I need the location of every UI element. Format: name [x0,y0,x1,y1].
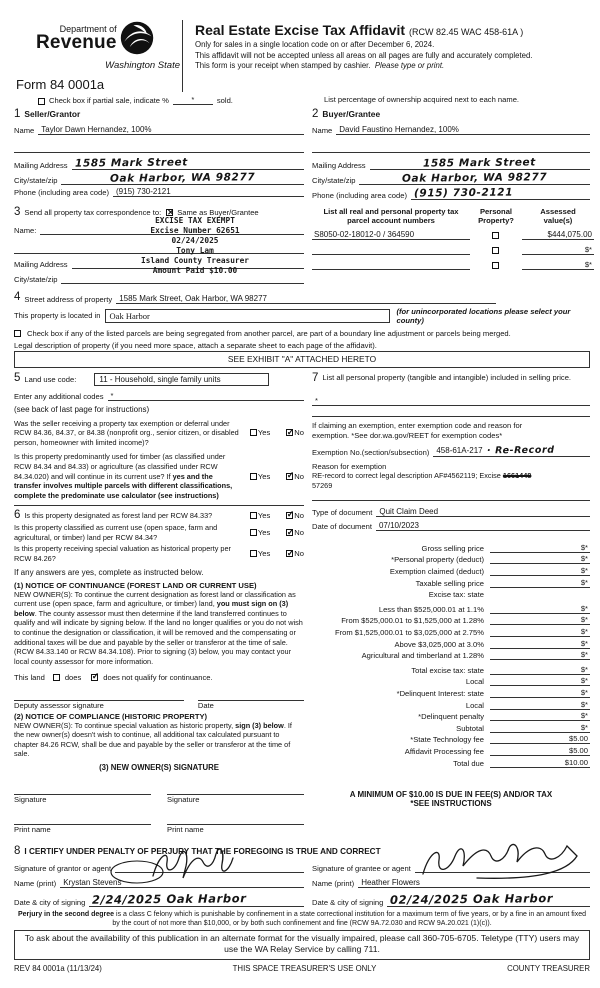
located-in-note: (for unincorporated locations please select your county) [396,306,571,325]
pricing-value-18[interactable]: $10.00 [490,758,590,768]
parcel-row-2 [312,245,594,255]
footer [14,964,590,973]
buyer-name-field[interactable]: David Faustino Hernandez, 100% [336,125,590,135]
form-title: Real Estate Excise Tax Affidavit (RCW 82.45 WAC 458-61A ) [195,22,524,38]
pricing-label-7: From $1,525,000.01 to $3,025,000 at 2.75% [334,628,484,638]
located-in-select[interactable]: Oak Harbor [105,309,391,323]
q6c-yes-checkbox[interactable] [250,550,257,557]
pricing-value-8[interactable]: $* [490,639,590,649]
parcel-number-field-3[interactable] [312,260,470,270]
section1-number: 1 [14,108,21,120]
dept-of-label: Department of [59,24,117,34]
new-owner-signature-label-2: Signature [167,795,200,804]
street-address-label: Street address of property [24,294,113,304]
grantor-signature-field[interactable] [115,864,304,873]
new-owner-signature-label-1: Signature [14,795,47,804]
section6-number: 6 [14,508,21,521]
legal-description-label: Legal description of property (if you need more space, attach a separate sheet to each page of the affidavit). [14,340,377,350]
pricing-value-1[interactable]: $* [490,554,590,564]
stamp-line-1: EXCISE TAX EXEMPT [155,215,235,225]
pricing-value-15[interactable]: $* [490,723,590,733]
parcel-number-field-2[interactable] [312,245,470,255]
header-note-1: Only for sales in a single location code on or after December 6, 2024. [195,40,435,49]
grantor-print-field[interactable]: Krystan Stevens [60,878,304,888]
header-note-3: This form is your receipt when stamped by cashier. Please type or print. [195,61,445,71]
perjury-notice: Perjury in the second degree is a class C felony which is punishable by confinement in a state correctional institution for a maximum term of five years, or by a fine in an amount fixed by the court of not more than $10,000, or by both such confinement and fine (RCW 9A.72.030 and RCW 9A.20.021 (1)(c)). [17,910,587,927]
assessed-value-field-3[interactable]: $* [522,260,594,270]
located-in-label: This property is located in [14,311,101,320]
grantee-print-field[interactable]: Heather Flowers [358,878,590,888]
grantee-print-label: Name (print) [312,878,355,888]
exemption-deferral-question: Was the seller receiving a property tax exemption or deferral under RCW 84.36, 84.37, or 84.38 (nonprofit org., senior citizen, or disabled person, homeowner with limited income)? [14,418,239,447]
buyer-name-label: Name [312,125,333,135]
personal-property-field[interactable]: * [312,396,590,406]
new-owners-signature-title: (3) NEW OWNER(S) SIGNATURE [99,763,219,772]
parcel-row-1 [312,230,594,240]
seller-heading: Seller/Grantor [24,109,81,119]
seller-phone-field[interactable]: (915) 730-2121 [113,187,304,197]
stamp-line-3: 02/24/2025 [171,235,219,245]
seller-name-label: Name [14,125,35,135]
grantee-date-label: Date & city of signing [312,897,384,907]
pricing-label-17: Affidavit Processing fee [404,746,484,756]
pricing-value-14[interactable]: $* [490,711,590,721]
pricing-value-7[interactable]: $* [490,627,590,637]
stamp-line-6: Amount Paid $10.00 [152,266,238,276]
agency-block [14,20,182,92]
personal-property-intro: List all personal property (tangible and intangible) included in selling price. [322,372,572,382]
partial-sale-suffix: sold. [216,96,233,105]
pricing-value-0[interactable]: $* [490,543,590,553]
treasurer-stamp [106,216,284,277]
footer-county-treasurer: COUNTY TREASURER [507,963,590,973]
footer-rev: REV 84 0001a (11/13/24) [14,963,102,973]
pricing-label-4: Excise tax: state [428,590,484,600]
new-owner-signature-field-2[interactable] [167,786,304,795]
header [14,20,590,92]
pricing-label-0: Gross selling price [421,543,484,553]
pricing-value-9[interactable]: $* [490,650,590,660]
seller-name-field[interactable]: Taylor Dawn Hernandez, 100% [38,125,304,135]
corr-mailing-label: Mailing Address [14,260,68,269]
buyer-city-label: City/state/zip [312,175,356,185]
assessed-value-field-1[interactable]: $444,075.00 [522,230,594,240]
deputy-assessor-label: Deputy assessor signature [14,700,104,710]
pricing-label-2: Exemption claimed (deduct) [389,567,484,577]
grantee-date-field[interactable]: 02/24/2025 Oak Harbor [387,892,590,907]
seller-section [14,109,312,200]
date-of-document-label: Date of document [312,522,372,532]
see-instructions-note: *SEE INSTRUCTIONS [410,798,492,808]
segregated-label: Check box if any of the listed parcels are being segregated from another parcel, are part of a boundary line adjustment or parcels being merged. [27,328,511,338]
new-owner-print-field-2[interactable] [167,816,304,825]
does-qualify-checkbox[interactable] [53,674,60,681]
new-owner-print-label-2: Print name [167,825,204,834]
grantor-signature-label: Signature of grantor or agent [14,863,112,873]
notice-continuance-body: NEW OWNER(S): To continue the current designation as forest land or classification as current use (open space, farm and agriculture, or timber) land, you must sign on (3) below. The county assessor must then determine if the land transferred continues to qualify and will indicate by signing below. If the land no longer qualifies or you do not wish to continue the designation or classification, it will be removed and the compensating or additional taxes will be due and payable by the seller or transferor at the time of sale. (RCW 84.33.140 or RCW 84.34.108). Prior to signing (3) below, you may contact your local county assessor for more information. [14,589,303,666]
notice-compliance-title: (2) NOTICE OF COMPLIANCE (HISTORIC PROPERTY) [14,711,208,721]
q5a-no-checkbox[interactable] [286,429,293,436]
parcel-row-3 [312,260,594,270]
new-owner-signature-field-1[interactable] [14,786,151,795]
q6a-no-checkbox[interactable] [286,512,293,519]
does-not-qualify-checkbox[interactable] [91,674,98,681]
exemption-no-field[interactable]: 458-61A-217 · Re-Record [433,445,590,457]
pricing-value-3[interactable]: $* [490,578,590,588]
historical-question: Is this property receiving special valuation as historical property per RCW 84.26? [14,544,231,563]
personal-property-checkbox-1[interactable] [492,232,499,239]
land-use-label: Land use code: [24,374,77,384]
parcel-table [312,207,594,285]
form-title-rcw: (RCW 82.45 WAC 458-61A ) [408,27,524,37]
pricing-label-15: Subtotal [456,723,484,733]
section3-number: 3 [14,205,21,218]
q5a-yes-checkbox[interactable] [250,429,257,436]
buyer-phone-label: Phone (including area code) [312,190,407,200]
does-not-label: does not qualify for continuance. [103,672,213,682]
reason-for-exemption-value: RE-record to correct legal description AF#4562119; Excise 1661448 57269 [312,471,532,490]
accessibility-notice: To ask about the availability of this publication in an alternate format for the visually impaired, please call 360-705-6705. Teletype (TTY) users may use the WA Relay Service by calling 711. [14,930,590,960]
assessed-value-field-2[interactable]: $* [522,245,594,255]
parcel-header-col3: Assessed value(s) [540,206,576,225]
grantor-date-label: Date & city of signing [14,897,86,907]
type-of-document-field[interactable]: Quit Claim Deed [376,507,590,517]
q6c-no-checkbox[interactable] [286,550,293,557]
correspondence-label: Send all property tax correspondence to: [24,207,162,217]
section5-number: 5 [14,372,21,385]
seller-city-field[interactable]: Oak Harbor, WA 98277 [61,172,304,185]
additional-codes-label: Enter any additional codes [14,391,104,401]
buyer-heading: Buyer/Grantee [322,109,381,119]
same-as-buyer-label: Same as Buyer/Grantee [177,207,259,217]
correspondence-section [14,207,312,285]
header-note-2: This affidavit will not be accepted unless all areas on all pages are fully and accurately completed. [195,50,533,60]
pricing-value-17[interactable]: $5.00 [490,746,590,756]
left-column: 5 Land use code: 11 - Household, single family units Enter any additional codes * (see back of last page for instructions) Was the seller receiving a property tax exemption or deferral under RCW 84.36, 84.37, or 84.38 (nonprofit org., senior citizen, or disabled person, homeowner with limited income)? Yes ✓ No Is this property predominantly used for timber (as classified under RCW 84.34 and 84.33) or agriculture (as classified under RCW 84.34.020) and will continue in its current use? If yes and the transfer involves multiple parcels with different classifications, complete the predominate use calculator (see instructions) Yes ✓ No 6 Is this property designated as forest land per RCW 84.33? Yes ✓ No Is this property classified as current use (open space, farm and agricultural, or timber) land per RCW 84.34? Yes ✓ No Is this property receiving special valuation as historical property per RCW 84.26? Yes ✓ No If any answers are yes, complete as instructed below. (1) NOTICE OF CONTINUANCE (FOREST LAND OR CURRENT USE) NEW OWNER(S): To continue the current designation as forest land or classification as current use (open space, farm and agriculture, or timber) land, you must sign on (3) below. The county assessor must then determine if the land transferred continues to qualify and will indicate by signing below. If the land no longer qualifies or you do not wish to continue the designation or classification, it will be removed and the compensating or additional taxes will be due and payable by the seller or transferor at the time of sale. (RCW 84.33.140 or RCW 84.34.108). Prior to signing (3) below, you may contact your local county assessor for more information. This land does ✓ does not qualify for continuance. Deputy assessor signature Date (2) NOTICE OF COMPLIANCE (HISTORIC PROPERTY) NEW OWNER(S): To continue special valuation as historic property, sign (3) below. If the new owner(s) doesn't wish to continue, all additional tax calculated pursuant to chapter 84.26 RCW, shall be due and payable by the seller or transferor at the time of sale. (3) NEW OWNER(S) SIGNATURE Signature Signature Print name Print name [14,373,312,835]
pricing-value-13[interactable]: $* [490,700,590,710]
right-column [312,373,590,835]
revenue-logo-icon [119,20,155,58]
pricing-label-8: Above $3,025,000 at 3.0% [394,639,484,649]
buyer-name2-field[interactable] [312,144,590,153]
partial-sale-percent-field[interactable]: * [173,95,213,105]
notice-compliance-body: NEW OWNER(S): To continue special valuation as historic property, sign (3) below. If the new owner(s) doesn't wish to continue, all additional tax calculated pursuant to chapter 84.26 RCW, shall be due and payable by the seller or transferor at the time of sale. [14,720,292,759]
pricing-value-11[interactable]: $* [490,676,590,686]
deputy-assessor-signature-field[interactable] [14,692,184,701]
pricing-label-11: Local [465,677,484,687]
pricing-label-12: *Delinquent Interest: state [396,689,484,698]
current-use-question: Is this property classified as current use (open space, farm and agricultural, or timber) land per RCW 84.34? [14,523,218,542]
this-land-label: This land [14,672,45,682]
does-label: does [64,672,82,682]
pricing-label-3: Taxable selling price [415,578,484,588]
minimum-due-note: A MINIMUM OF $10.00 IS DUE IN FEE(S) AND/OR TAX [349,789,553,799]
stamp-line-4: Tony Lam [176,245,214,255]
seller-mailing-label: Mailing Address [14,160,68,170]
partial-sale-checkbox[interactable] [38,98,45,105]
pricing-value-10[interactable]: $* [490,665,590,675]
certify-statement: I CERTIFY UNDER PENALTY OF PERJURY THAT THE FOREGOING IS TRUE AND CORRECT [24,847,381,857]
additional-codes-field[interactable]: * [108,391,305,401]
grantee-signature-label: Signature of grantee or agent [312,863,411,873]
q6b-no-checkbox[interactable] [286,529,293,536]
personal-property-checkbox-3[interactable] [492,262,499,269]
timber-question: Is this property predominantly used for timber (as classified under RCW 84.34 and 84.33) or agriculture (as classified under RCW 84.34.020) and will continue in its current use? If yes and the transfer involves multiple parcels with different classifications, complete the predominate use calculator (see instructions) [14,452,233,500]
new-owner-print-field-1[interactable] [14,816,151,825]
corr-city-label: City/state/zip [14,275,58,284]
seller-name2-field[interactable] [14,144,304,153]
notice-continuance-title: (1) NOTICE OF CONTINUANCE (FOREST LAND OR CURRENT USE) [14,580,257,590]
parcel-header-col2: Personal Property? [478,206,514,225]
pricing-value-6[interactable]: $* [490,615,590,625]
seller-city-label: City/state/zip [14,175,58,185]
deputy-date-field[interactable] [198,692,304,701]
pricing-label-14: *Delinquent penalty [418,712,484,722]
land-use-code-field[interactable]: 11 - Household, single family units [94,373,269,386]
partial-sale-row [14,95,314,105]
exemption-no-label: Exemption No.(section/subsection) [312,448,430,458]
exemption-instructions: If claiming an exemption, enter exemption code and reason for exemption. *See dor.wa.gov/REET for exemption codes* [312,421,523,441]
q6b-yes-checkbox[interactable] [250,529,257,536]
washington-state-label: Washington State [105,60,180,71]
seller-phone-label: Phone (including area code) [14,187,109,197]
legal-description-field[interactable]: SEE EXHIBIT "A" ATTACHED HERETO [14,351,590,368]
buyer-city-field[interactable]: Oak Harbor, WA 98277 [359,172,590,185]
pricing-value-12[interactable]: $* [490,688,590,698]
if-yes-note: If any answers are yes, complete as instructed below. [14,567,204,577]
pricing-label-16: *State Technology fee [410,735,484,745]
corr-city-field[interactable] [61,275,304,284]
header-notes [195,40,590,72]
pricing-table [312,541,590,767]
pricing-value-2[interactable]: $* [490,566,590,576]
personal-property-checkbox-2[interactable] [492,247,499,254]
parcel-header-col1: List all real and personal property tax parcel account numbers [323,206,459,225]
revenue-wordmark: Revenue [36,32,117,53]
segregated-checkbox[interactable] [14,330,21,337]
pricing-label-18: Total due [453,758,484,768]
pricing-label-9: Agricultural and timberland at 1.28% [361,651,484,661]
pricing-label-1: *Personal property (deduct) [391,555,484,565]
forest-land-question: 6 Is this property designated as forest land per RCW 84.33? [14,508,213,521]
property-address-section [14,292,590,368]
section8-number: 8 [14,845,21,857]
buyer-mailing-field[interactable]: 1585 Mark Street [370,157,590,170]
corr-name-label: Name: [14,226,37,235]
seller-mailing-field[interactable]: 1585 Mark Street [72,157,304,170]
footer-treasurer-space: THIS SPACE TREASURER'S USE ONLY [232,963,377,973]
partial-sale-label: Check box if partial sale, indicate % [49,96,169,105]
new-owner-print-label-1: Print name [14,825,51,834]
pricing-value-16[interactable]: $5.00 [490,734,590,744]
form-number: Form 84 0001a [16,77,105,92]
pricing-label-5: Less than $525,000.01 at 1.1% [378,604,484,614]
section4-number: 4 [14,291,21,303]
pricing-label-13: Local [465,700,484,710]
street-address-field[interactable]: 1585 Mark Street, Oak Harbor, WA 98277 [116,294,496,304]
date-of-document-field[interactable]: 07/10/2023 [376,521,590,531]
parcel-number-field[interactable]: S8050-02-18012-0 / 364590 [312,230,470,240]
grantee-signature-field[interactable] [415,864,590,873]
stamp-line-5: Island County Treasurer [141,256,249,265]
ownership-note: List percentage of ownership acquired next to each name. [324,95,520,104]
reason-for-exemption-label: Reason for exemption [312,462,387,472]
section7-number: 7 [312,371,319,384]
pricing-label-6: From $525,000.01 to $1,525,000 at 1.28% [341,616,484,626]
stamp-line-2: Excise Number 62651 [150,225,240,235]
q5b-no-checkbox[interactable] [286,473,293,480]
buyer-section [312,109,590,200]
q6a-yes-checkbox[interactable] [250,512,257,519]
type-of-document-label: Type of document [312,508,373,518]
deputy-date-label: Date [197,700,214,710]
pricing-value-5[interactable]: $* [490,604,590,614]
certification-section [14,846,590,907]
grantor-print-label: Name (print) [14,878,57,888]
pricing-label-10: Total excise tax: state [411,665,484,675]
buyer-phone-field[interactable]: (915) 730-2121 [411,187,590,200]
buyer-mailing-label: Mailing Address [312,160,366,170]
see-back-note: (see back of last page for instructions) [14,404,150,414]
section2-number: 2 [312,108,319,120]
grantor-date-field[interactable]: 2/24/2025 Oak Harbor [89,892,304,907]
q5b-yes-checkbox[interactable] [250,473,257,480]
